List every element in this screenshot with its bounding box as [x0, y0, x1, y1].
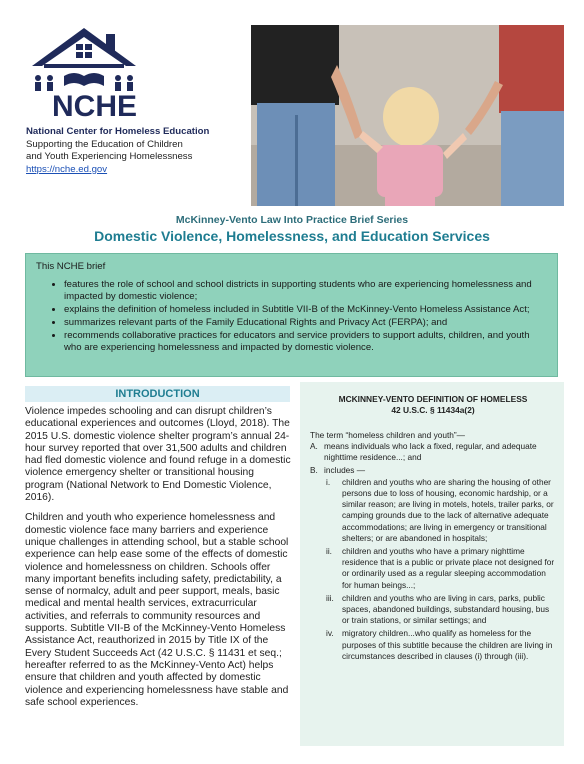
summary-intro: This NCHE brief [36, 261, 106, 272]
definition-subitem [324, 477, 556, 544]
nche-logo [24, 20, 144, 124]
definition-title [310, 394, 556, 416]
item-text: includes — [324, 464, 366, 475]
org-tagline-1: Supporting the Education of Children [26, 138, 183, 150]
definition-lead: The term “homeless children and youth”— [310, 430, 465, 440]
definition-title-line2: 42 U.S.C. § 11434a(2) [391, 405, 475, 415]
summary-bullet: • explains the definition of homeless included in Subtitle VII-B of the McKinney-Vento Homeless Assistance Act; [64, 304, 547, 316]
org-url-link[interactable]: https://nche.ed.gov [26, 163, 108, 175]
org-name: National Center for Homeless Education [26, 126, 210, 137]
definition-item-a [310, 441, 556, 463]
definition-title-line1: MCKINNEY-VENTO DEFINITION OF HOMELESS [338, 394, 528, 404]
series-title: McKinney-Vento Law Into Practice Brief Series [175, 214, 409, 226]
subitem-text: children and youths who have a primary nighttime residence that is a public or private place not designed for or ordinarily used as a regular sleeping accommodation for human beings...; [342, 546, 555, 590]
definition-subitem [324, 546, 556, 591]
summary-bullet: • recommends collaborative practices for educators and service providers to support adults, children, and youth who are experiencing homelessness and impacted by domestic violence. [64, 330, 547, 354]
intro-paragraph: Violence impedes schooling and can disrupt children’s educational experiences and outcomes (Lloyd, 2018). The 2015 U.S. domestic violence shelter program’s annual 24-hour survey reported that over 31,500 adults and children had fled domestic violence and found refuge in a domestic violence emergency shelter or transitional housing program (National Network to End Domestic Violence, 2016). [25, 406, 291, 504]
definition-box [300, 382, 564, 746]
definition-sublist [324, 477, 556, 662]
summary-bullet: • summarizes relevant parts of the Family Educational Rights and Privacy Act (FERPA); and [64, 317, 547, 329]
intro-paragraph: Children and youth who experience homelessness and domestic violence face many barriers and experience unique challenges in attending school, but a stable school experience can help ease some of the effects of domestic violence and homelessness on children. Schools offer many important benefits including safety, predictability, a sense of normalcy, adult and peer support, meals, basic medical and mental health services, extracurricular activities, and referrals to community resources and supports. Subtitle VII-B of the McKinney-Vento Homeless Assistance Act, reauthorized in 2015 by Title IX of the Every Student Succeeds Act (42 U.S.C. § 11431 et seq.; hereafter referred to as the McKinney-Vento Act) helps ensure that children and youth affected by domestic violence and experiencing homelessness have stable and safe school experiences. [25, 512, 289, 708]
logo-text: NCHE [52, 90, 138, 123]
item-marker: B. [310, 464, 318, 475]
org-tagline-2: and Youth Experiencing Homelessness [26, 151, 193, 162]
subitem-text: children and youths who are sharing the housing of other persons due to loss of housing, economic hardship, or a similar reason; are living in motels, hotels, trailer parks, or camping grounds due to the lack of alternative adequate accommodations; are living in emergency or transitional shelters; or are abandoned in hospitals; [342, 476, 554, 543]
summary-list [36, 279, 547, 354]
family-photo-illustration [251, 25, 564, 206]
item-marker: A. [310, 441, 318, 452]
subitem-marker: ii. [326, 546, 332, 557]
subitem-text: migratory children...who qualify as homeless for the purposes of this subtitle because the children are living in circumstances described in clauses (i) through (iii). [342, 628, 553, 661]
definition-subitem [324, 628, 556, 662]
subitem-marker: iii. [326, 592, 334, 603]
introduction-heading: INTRODUCTION [25, 386, 290, 402]
introduction-body [25, 406, 291, 717]
family-photo [251, 25, 564, 206]
org-info [26, 126, 246, 176]
definition-subitem [324, 593, 556, 627]
subitem-text: children and youths who are living in cars, parks, public spaces, abandoned buildings, substandard housing, bus or train stations, or similar settings; and [342, 592, 550, 626]
main-title: Domestic Violence, Homelessness, and Education Services [94, 228, 490, 244]
subitem-marker: iv. [326, 628, 334, 639]
subitem-marker: i. [326, 476, 331, 487]
summary-bullet: • features the role of school and school districts in supporting students who are experiencing homelessness and impacted by domestic violence; [64, 279, 547, 303]
brief-summary-box [25, 253, 558, 377]
definition-item-b [310, 465, 556, 476]
item-text: means individuals who lack a fixed, regular, and adequate nighttime residence...; and [324, 441, 537, 463]
definition-list [310, 441, 556, 476]
